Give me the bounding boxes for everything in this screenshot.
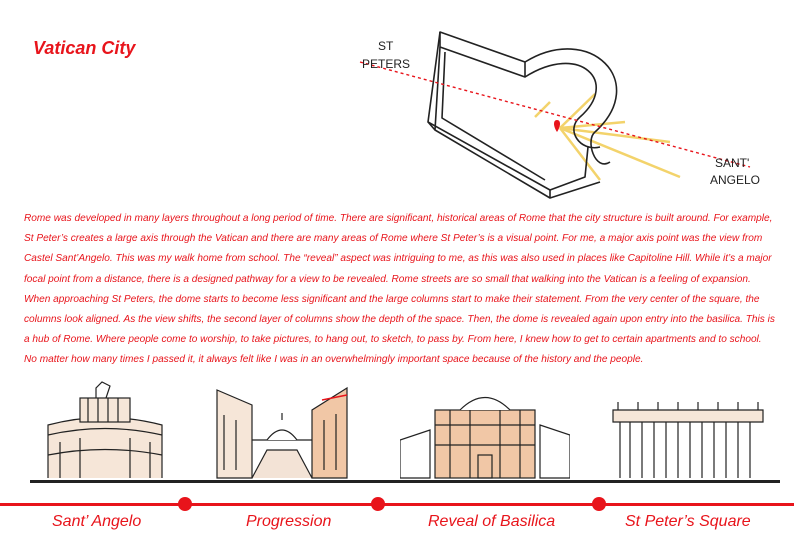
timeline-dot [178, 497, 192, 511]
st-peters-label-line2: PETERS [362, 57, 411, 71]
page-title: Vatican City [33, 38, 136, 58]
sant-angelo-label-line2: ANGELO [710, 173, 761, 187]
castel-sant-angelo-sketch [40, 380, 170, 480]
timeline-label-sant-angelo: Sant’ Angelo [52, 513, 142, 530]
ground-line [30, 480, 780, 483]
timeline-label-reveal-of-basilica: Reveal of Basilica [428, 513, 556, 530]
timeline-dot [371, 497, 385, 511]
st-peters-square-sketch [608, 380, 768, 480]
axis-diagram [350, 22, 780, 202]
st-peters-label-line1: ST [378, 39, 394, 53]
timeline-label-st-peters-square: St Peter’s Square [625, 513, 751, 530]
timeline-line [0, 503, 794, 506]
progression-street-sketch [212, 380, 352, 480]
sant-angelo-label-line1: SANT' [715, 156, 750, 170]
basilica-reveal-sketch [400, 380, 570, 480]
timeline-dot [592, 497, 606, 511]
timeline-label-progression: Progression [246, 513, 332, 530]
body-paragraph: Rome was developed in many layers throughout a long period of time. There are significant, historical areas of Rome that the city structure is built around. For example, St Peter’s creates a large axis through the Vatican and there are many areas of Rome where St Peter’s is a visual point. For me, a major axis point was the view from Castel Sant’Angelo. This was my walk home from school. The “reveal” aspect was intriguing to me, as this was also used in places like Capitoline Hill. While it’s a major focal point from a distance, there is a designed pathway for a view to be revealed. Rome streets are so small that walking into the Vatican is a feeling of expansion. When approaching St Peters, the dome starts to become less significant and the large columns start to make their statement. From the very center of the square, the columns look aligned. As the view shifts, the second layer of columns show the depth of the space. Then, the dome is revealed again upon entry into the basilica. This is a hub of Rome. Where people come to worship, to take pictures, to hang out, to sketch, to pass by. From here, I knew how to get to certain apartments and to school. No matter how many times I passed it, it always felt like I was in an overwhelmingly important space because of the history and the people. [24, 213, 775, 366]
